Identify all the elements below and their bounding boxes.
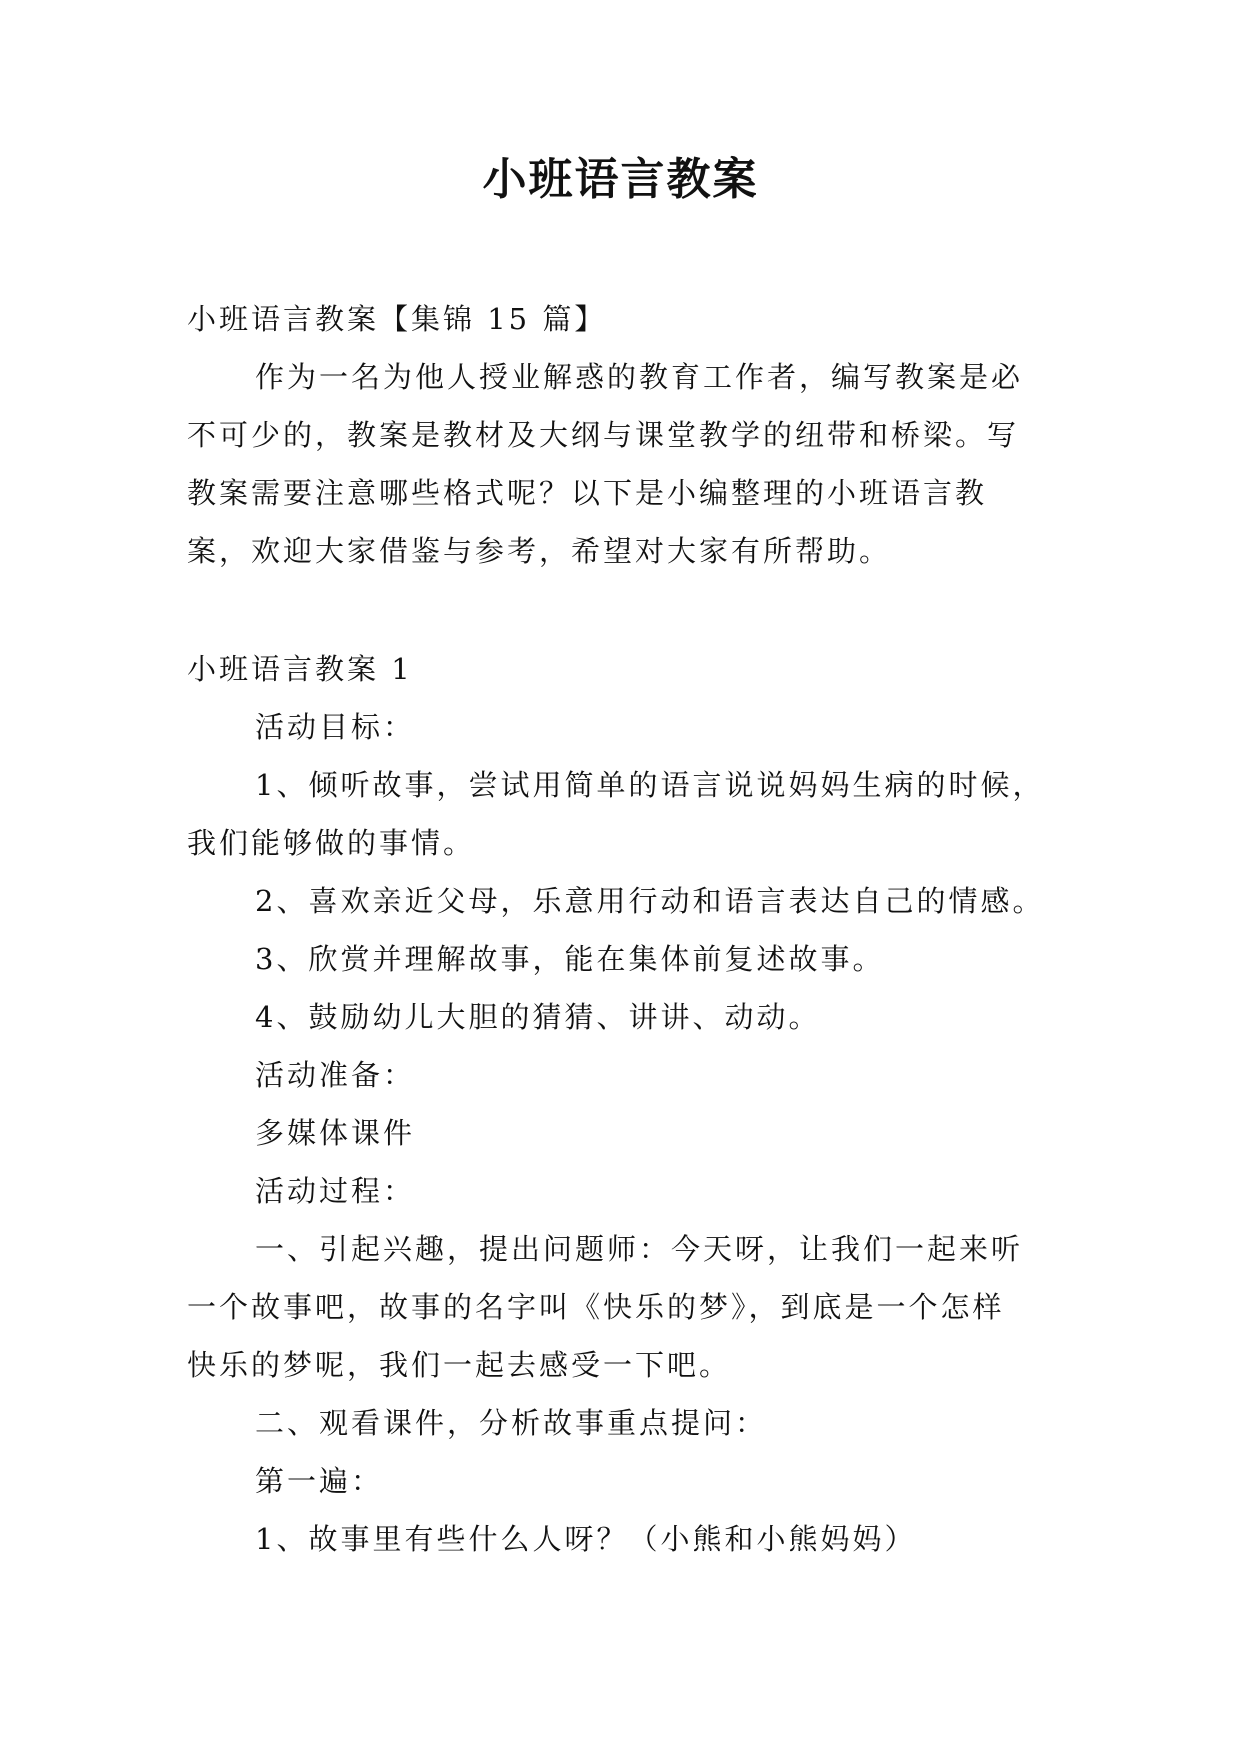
document-body	[187, 290, 1067, 1568]
section-line: 我们能够做的事情。	[187, 826, 476, 860]
section-line: 活动过程：	[255, 1174, 416, 1208]
document-subtitle: 小班语言教案【集锦 15 篇】	[187, 302, 607, 336]
section-line: 4、鼓励幼儿大胆的猜猜、讲讲、动动。	[255, 1000, 821, 1034]
intro-line: 案，欢迎大家借鉴与参考，希望对大家有所帮助。	[187, 534, 892, 568]
intro-line: 作为一名为他人授业解惑的教育工作者，编写教案是必	[255, 360, 1024, 394]
section-line: 1、故事里有些什么人呀？（小熊和小熊妈妈）	[255, 1522, 917, 1556]
paragraph-gap	[187, 580, 1067, 640]
section-line: 活动目标：	[255, 710, 416, 744]
section-line: 2、喜欢亲近父母，乐意用行动和语言表达自己的情感。	[255, 884, 1045, 918]
section-content	[187, 698, 1067, 1568]
section-line: 活动准备：	[255, 1058, 416, 1092]
section-heading: 小班语言教案 1	[187, 652, 413, 686]
section-line: 多媒体课件	[255, 1116, 416, 1150]
section-line: 一个故事吧，故事的名字叫《快乐的梦》，到底是一个怎样	[187, 1290, 1005, 1324]
intro-line: 教案需要注意哪些格式呢？以下是小编整理的小班语言教	[187, 476, 988, 510]
section-line: 第一遍：	[255, 1464, 384, 1498]
section-line: 3、欣赏并理解故事，能在集体前复述故事。	[255, 942, 885, 976]
section-line: 二、观看课件，分析故事重点提问：	[255, 1406, 768, 1440]
section-line: 快乐的梦呢，我们一起去感受一下吧。	[187, 1348, 732, 1382]
section-line: 一、引起兴趣，提出问题师：今天呀，让我们一起来听	[255, 1232, 1024, 1266]
intro-line: 不可少的，教案是教材及大纲与课堂教学的纽带和桥梁。写	[187, 418, 1020, 452]
section-line: 1、倾听故事，尝试用简单的语言说说妈妈生病的时候，	[255, 768, 1045, 802]
intro-paragraph	[187, 348, 1067, 580]
page-title: 小班语言教案	[482, 154, 759, 205]
